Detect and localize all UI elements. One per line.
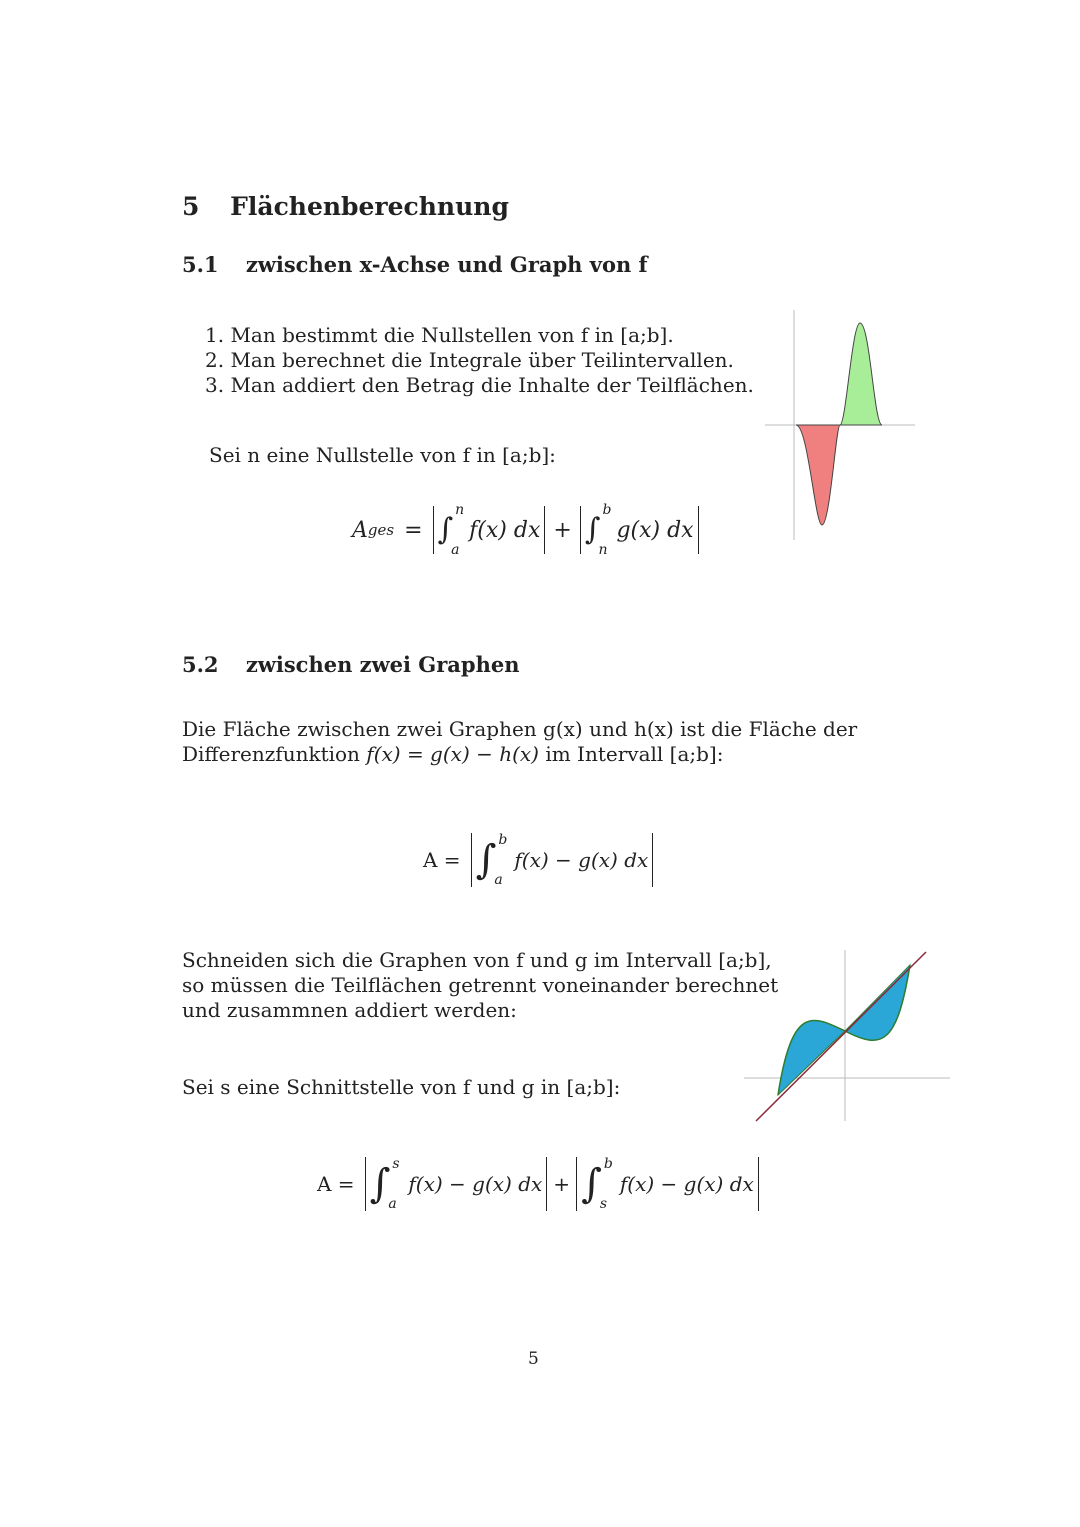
abs-bar	[365, 1157, 366, 1211]
nullstelle-intro: Sei n eine Nullstelle von f in [a;b]:	[209, 443, 556, 467]
upper-limit: s	[392, 1156, 400, 1172]
negative-area	[796, 425, 840, 525]
section-title: Flächenberechnung	[230, 192, 509, 221]
paragraph-line: und zusammnen addiert werden:	[182, 998, 517, 1022]
difference-paragraph	[182, 717, 857, 767]
paragraph-line: Schneiden sich die Graphen von f und g im Intervall [a;b],	[182, 948, 772, 972]
schnittstelle-intro: Sei s eine Schnittstelle von f und g in [a;b]:	[182, 1075, 621, 1099]
positive-area	[840, 323, 882, 425]
upper-limit: b	[603, 1156, 613, 1172]
integral-limits	[451, 502, 465, 558]
lower-limit: a	[388, 1196, 397, 1212]
integral-sign: ∫	[437, 512, 454, 547]
lower-limit: a	[494, 872, 503, 888]
subsection-number: 5.1	[182, 252, 219, 277]
graph-zero-crossings	[760, 305, 920, 545]
formula-lhs-sub: ges	[367, 521, 395, 539]
plus-sign: +	[553, 1172, 571, 1196]
between-area-left	[778, 1020, 845, 1095]
upper-limit: n	[455, 502, 465, 518]
integrand: g(x) dx	[616, 517, 694, 543]
abs-bar	[580, 506, 581, 554]
abs-bar	[544, 506, 545, 554]
formula-ages	[352, 502, 699, 558]
integrand: f(x) dx	[469, 517, 541, 543]
formula-split-area	[317, 1155, 759, 1213]
formula-lhs: A =	[317, 1172, 355, 1196]
integral-limits	[599, 1156, 614, 1212]
subsection-title: zwischen zwei Graphen	[245, 652, 520, 677]
equals-sign: =	[404, 517, 423, 543]
section-number: 5	[182, 192, 200, 221]
abs-bar	[758, 1157, 759, 1211]
text-fragment: im Intervall [a;b]:	[538, 742, 724, 766]
integral-sign: ∫	[369, 1161, 391, 1207]
integral-limits	[494, 832, 508, 888]
integral-limits	[598, 502, 612, 558]
abs-bar	[546, 1157, 547, 1211]
text-fragment: Differenzfunktion	[182, 742, 367, 766]
line-g	[756, 952, 926, 1121]
subsection-number: 5.2	[182, 652, 219, 677]
intersection-paragraph	[182, 948, 778, 1023]
integrand: f(x) − g(x) dx	[514, 848, 649, 872]
list-item: 2. Man berechnet die Integrale über Teilintervallen.	[205, 348, 734, 372]
lower-limit: a	[451, 542, 460, 558]
integral-sign: ∫	[475, 837, 497, 883]
abs-bar	[698, 506, 699, 554]
formula-area-between	[423, 832, 653, 888]
integrand: f(x) − g(x) dx	[619, 1172, 754, 1196]
abs-bar	[433, 506, 434, 554]
formula-lhs: A	[352, 517, 368, 543]
paragraph-line: so müssen die Teilflächen getrennt voneinander berechnet	[182, 973, 779, 997]
upper-limit: b	[498, 832, 508, 848]
section-heading	[182, 192, 509, 221]
list-item: 3. Man addiert den Betrag die Inhalte der Teilflächen.	[205, 373, 754, 397]
integral-sign: ∫	[581, 1161, 602, 1207]
plus-sign: +	[553, 517, 572, 543]
abs-bar	[576, 1157, 577, 1211]
subsection-title: zwischen x-Achse und Graph von f	[245, 252, 648, 277]
formula-lhs: A =	[423, 848, 461, 872]
between-area-right	[845, 965, 910, 1040]
integral-limits	[388, 1156, 402, 1212]
graph-two-curves	[742, 945, 952, 1125]
integrand: f(x) − g(x) dx	[408, 1172, 543, 1196]
upper-limit: b	[602, 502, 612, 518]
inline-math: f(x) = g(x) − h(x)	[366, 742, 539, 766]
integral-sign: ∫	[584, 512, 601, 547]
paragraph-line	[182, 742, 857, 767]
lower-limit: n	[598, 542, 608, 558]
abs-bar	[471, 833, 472, 887]
lower-limit: s	[599, 1196, 608, 1212]
abs-bar	[652, 833, 653, 887]
list-item: 1. Man bestimmt die Nullstellen von f in [a;b].	[205, 323, 674, 347]
subsection-heading-5-1	[182, 252, 648, 277]
subsection-heading-5-2	[182, 652, 520, 677]
paragraph-line: Die Fläche zwischen zwei Graphen g(x) und h(x) ist die Fläche der	[182, 717, 858, 741]
page-number: 5	[528, 1349, 539, 1369]
steps-list	[205, 323, 754, 398]
